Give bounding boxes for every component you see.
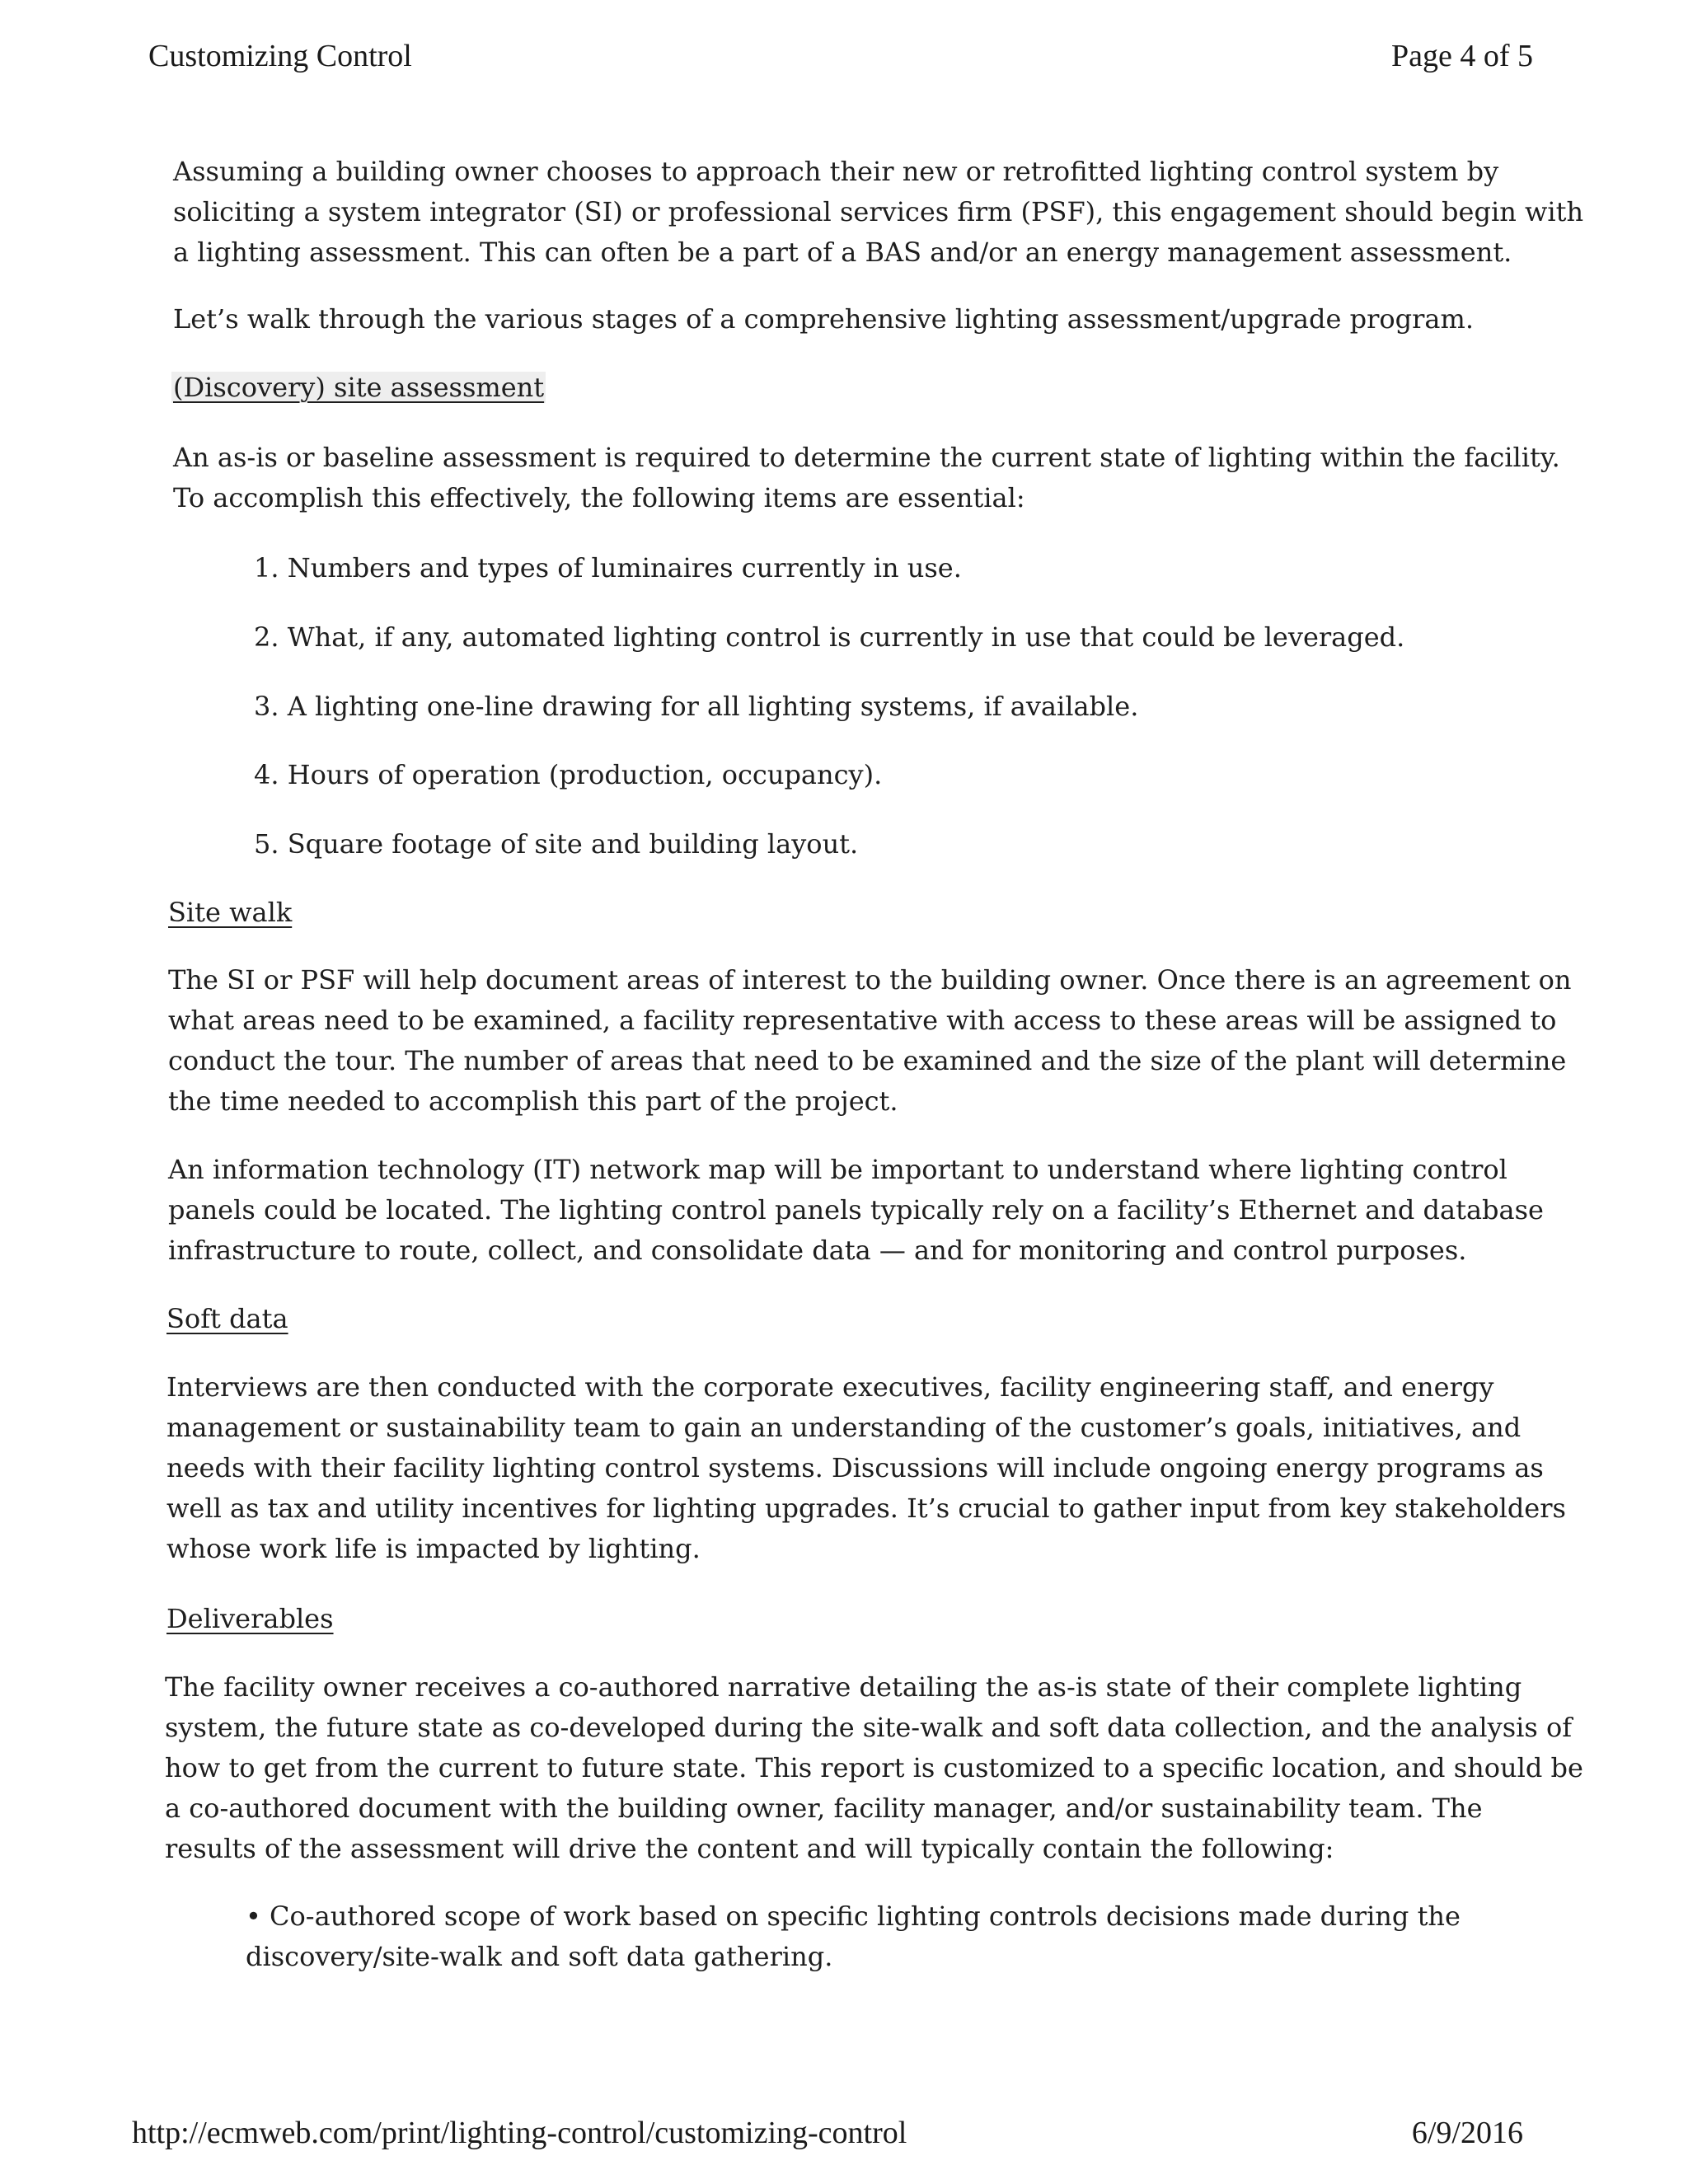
bullet-line-2: discovery/site-walk and soft data gathering. [246, 1941, 833, 1972]
deliverables-line-4: a co-authored document with the building owner, facility manager, and/or sustainability team. The [165, 1793, 1483, 1824]
intro-line-3: a lighting assessment. This can often be a part of a BAS and/or an energy management assessment. [173, 237, 1512, 268]
deliverables-line-3: how to get from the current to future state. This report is customized to a specific location, and should be [165, 1752, 1583, 1783]
site-walk-line-7: infrastructure to route, collect, and consolidate data — and for monitoring and control purposes. [168, 1235, 1467, 1266]
soft-data-line-4: well as tax and utility incentives for lighting upgrades. It’s crucial to gather input from key stakeholders [166, 1493, 1566, 1524]
site-walk-line-5: An information technology (IT) network map will be important to understand where lighting control [168, 1154, 1507, 1185]
deliverables-heading: Deliverables [166, 1603, 334, 1634]
site-walk-line-3: conduct the tour. The number of areas that need to be examined and the size of the plant will determine [168, 1045, 1567, 1076]
walkthrough-line: Let’s walk through the various stages of a comprehensive lighting assessment/upgrade program. [173, 303, 1474, 335]
list-item: 5. Square footage of site and building layout. [254, 828, 859, 860]
bullet-line-1: • Co-authored scope of work based on specific lighting controls decisions made during the [246, 1900, 1461, 1932]
list-item: 3. A lighting one-line drawing for all lighting systems, if available. [254, 691, 1139, 722]
intro-line-2: soliciting a system integrator (SI) or professional services firm (PSF), this engagement should begin with [173, 196, 1584, 227]
list-item: 2. What, if any, automated lighting control is currently in use that could be leveraged. [254, 621, 1405, 653]
soft-data-line-5: whose work life is impacted by lighting. [166, 1533, 701, 1564]
footer-date: 6/9/2016 [1411, 2116, 1523, 2150]
deliverables-line-5: results of the assessment will drive the content and will typically contain the following: [165, 1833, 1334, 1864]
list-item: 1. Numbers and types of luminaires currently in use. [254, 552, 962, 583]
intro-paragraph [173, 152, 1584, 273]
soft-data-line-2: management or sustainability team to gain an understanding of the customer’s goals, initiatives, and [166, 1412, 1522, 1443]
page-number: Page 4 of 5 [1390, 39, 1533, 73]
soft-data-heading: Soft data [166, 1303, 288, 1334]
soft-data-line-3: needs with their facility lighting control systems. Discussions will include ongoing energy programs as [166, 1452, 1544, 1483]
list-item: 4. Hours of operation (production, occupancy). [254, 759, 883, 790]
site-walk-line-4: the time needed to accomplish this part of the project. [168, 1085, 898, 1117]
site-walk-line-6: panels could be located. The lighting control panels typically rely on a facility’s Ethernet and database [168, 1194, 1544, 1226]
discovery-line-2: To accomplish this effectively, the following items are essential: [173, 482, 1025, 513]
footer-url: http://ecmweb.com/print/lighting-control/customizing-control [132, 2116, 907, 2150]
discovery-heading: (Discovery) site assessment [173, 372, 545, 403]
deliverables-bullet [246, 1896, 1482, 1977]
intro-line-1: Assuming a building owner chooses to approach their new or retrofitted lighting control system by [173, 156, 1499, 187]
discovery-paragraph [173, 438, 1560, 518]
soft-data-line-1: Interviews are then conducted with the corporate executives, facility engineering staff, and energy [166, 1371, 1494, 1403]
deliverables-line-2: system, the future state as co-developed during the site-walk and soft data collection, and the analysis of [165, 1712, 1573, 1743]
site-walk-line-2: what areas need to be examined, a facility representative with access to these areas will be assigned to [168, 1005, 1557, 1036]
deliverables-line-1: The facility owner receives a co-authored narrative detailing the as-is state of their complete lighting [165, 1671, 1522, 1703]
discovery-line-1: An as-is or baseline assessment is required to determine the current state of lighting within the facility. [173, 442, 1560, 473]
site-walk-paragraph-2 [168, 1150, 1544, 1271]
site-walk-line-1: The SI or PSF will help document areas of interest to the building owner. Once there is an agreement on [168, 964, 1572, 996]
site-walk-paragraph-1 [168, 960, 1572, 1122]
document-title: Customizing Control [148, 39, 412, 73]
site-walk-heading: Site walk [168, 897, 293, 928]
deliverables-paragraph [165, 1667, 1583, 1869]
soft-data-paragraph [166, 1367, 1566, 1569]
walkthrough-paragraph [173, 299, 1474, 340]
